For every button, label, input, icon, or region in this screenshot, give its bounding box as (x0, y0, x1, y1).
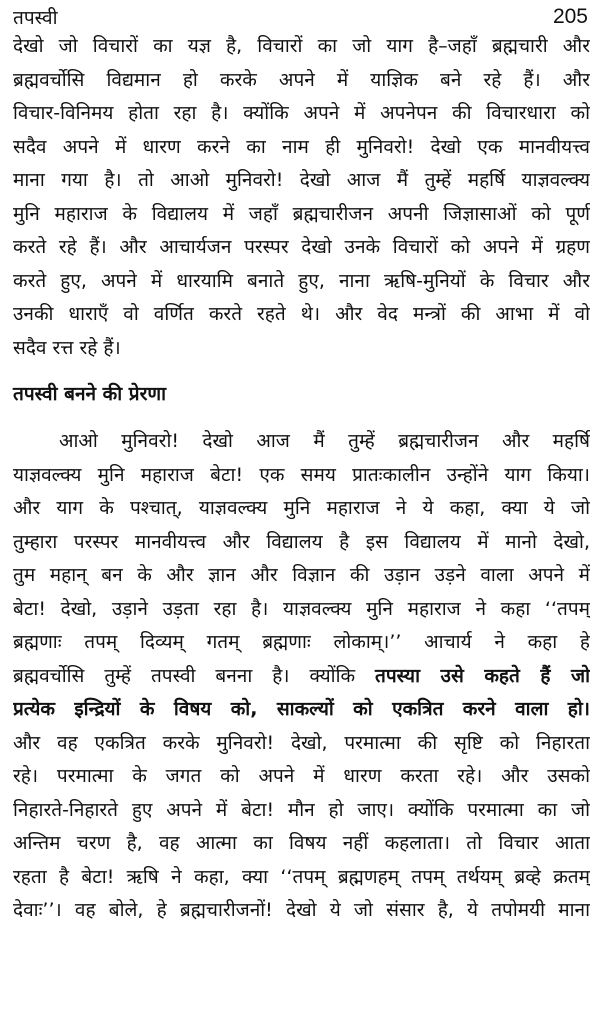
text-line (13, 827, 590, 861)
text-line (13, 164, 590, 198)
text-line (13, 265, 590, 299)
text-segment: करते हुए, अपने में धारयामि बनाते हुए, नाना ऋषि-मुनियों के विचार और (13, 269, 590, 292)
text-line (13, 459, 590, 493)
text-line (13, 760, 590, 794)
text-segment: और वह एकत्रित करके मुनिवरो! देखो, परमात्मा की सृष्टि को निहारता (13, 731, 590, 754)
text-line (13, 727, 590, 761)
text-segment: रहे। परमात्मा के जगत को अपने में धारण करता रहे। और उसको (13, 765, 590, 787)
text-segment: सदैव रत्त रहे हैं। (13, 336, 121, 359)
text-segment: ब्रह्मणाः तपम् दिव्यम् गतम् ब्रह्मणाः लोकाम्।’’ आचार्य ने कहा हे (13, 631, 590, 653)
text-line (13, 559, 590, 593)
text-line (13, 97, 590, 131)
text-line (13, 626, 590, 660)
paragraph-1 (13, 30, 590, 365)
text-line (13, 298, 590, 332)
text-segment: उनकी धाराएँ वो वर्णित करते रहते थे। और वेद मन्त्रों की आभा में वो (13, 303, 590, 325)
text-line (13, 526, 590, 560)
text-line (13, 198, 590, 232)
text-segment: बेटा! देखो, उड़ाने उड़ता रहा है। याज्ञवल्क्य मुनि महाराज ने कहा ‘‘तपम् (13, 597, 590, 620)
text-line (13, 693, 590, 727)
bold-text: तपस्या उसे कहते हैं जो (375, 664, 590, 687)
running-header (13, 2, 588, 32)
paragraph-2 (13, 425, 590, 928)
text-segment: विचार-विनिमय होता रहा है। क्योंकि अपने में अपनेपन की विचारधारा को (13, 102, 590, 124)
text-segment: माना गया है। तो आओ मुनिवरो! देखो आज मैं तुम्हें महर्षि याज्ञवल्क्य (13, 169, 590, 191)
text-segment: करते रहे हैं। और आचार्यजन परस्पर देखो उनके विचारों को अपने में ग्रहण (13, 236, 590, 258)
text-segment: ब्रह्मवर्चोसि विद्यमान हो करके अपने में याज्ञिक बने रहे हैं। और (13, 68, 590, 91)
text-segment: देवाः’’। वह बोले, हे ब्रह्मचारीजनों! देखो ये जो संसार है, ये तपोमयी माना (13, 899, 590, 921)
text-segment: सदैव अपने में धारण करने का नाम ही मुनिवरो! देखो एक मानवीयत्त्व (13, 135, 590, 158)
text-segment: मुनि महाराज के विद्यालय में जहाँ ब्रह्मचारीजन अपनी जिज्ञासाओं को पूर्ण (13, 202, 590, 225)
text-line (13, 593, 590, 627)
page-number: 205 (552, 5, 588, 28)
text-line (13, 30, 590, 64)
running-title: तपस्वी (13, 7, 58, 29)
text-line (13, 861, 590, 895)
text-line (13, 894, 590, 928)
text-segment: और याग के पश्चात्, याज्ञवल्क्य मुनि महाराज ने ये कहा, क्या ये जो (13, 497, 590, 519)
text-segment: देखो जो विचारों का यज्ञ है, विचारों का जो याग है–जहाँ ब्रह्मचारी और (13, 35, 590, 57)
text-segment: निहारते-निहारते हुए अपने में बेटा! मौन हो जाए। क्योंकि परमात्मा का जो (13, 798, 590, 821)
text-line (13, 660, 590, 694)
text-segment: ब्रह्मवर्चोसि तुम्हें तपस्वी बनना है। क्योंकि (13, 664, 376, 687)
bold-text: प्रत्येक इन्द्रियों के विषय को, साकल्यों को एकत्रित करने वाला हो। (13, 698, 590, 720)
text-line (13, 794, 590, 828)
text-line (13, 131, 590, 165)
text-segment: अन्तिम चरण है, वह आत्मा का विषय नहीं कहलाता। तो विचार आता (13, 832, 590, 854)
text-line (13, 492, 590, 526)
text-line (13, 64, 590, 98)
text-line (13, 231, 590, 265)
text-segment: तुम महान् बन के और ज्ञान और विज्ञान की उड़ान उड़ने वाला अपने में (13, 564, 590, 586)
text-segment: याज्ञवल्क्य मुनि महाराज बेटा! एक समय प्रातःकालीन उन्होंने याग किया। (13, 463, 590, 486)
text-segment: तुम्हारा परस्पर मानवीयत्त्व और विद्यालय है इस विद्यालय में मानो देखो, (13, 530, 590, 553)
text-line (13, 332, 590, 366)
section-heading: तपस्वी बनने की प्रेरणा (13, 383, 167, 405)
text-line (13, 425, 590, 459)
text-segment: आओ मुनिवरो! देखो आज मैं तुम्हें ब्रह्मचारीजन और महर्षि (59, 430, 590, 452)
text-segment: रहता है बेटा! ऋषि ने कहा, क्या ‘‘तपम् ब्रह्मणहम् तपम् तर्थयम् ब्रव्हे क्रतम् (13, 865, 590, 888)
